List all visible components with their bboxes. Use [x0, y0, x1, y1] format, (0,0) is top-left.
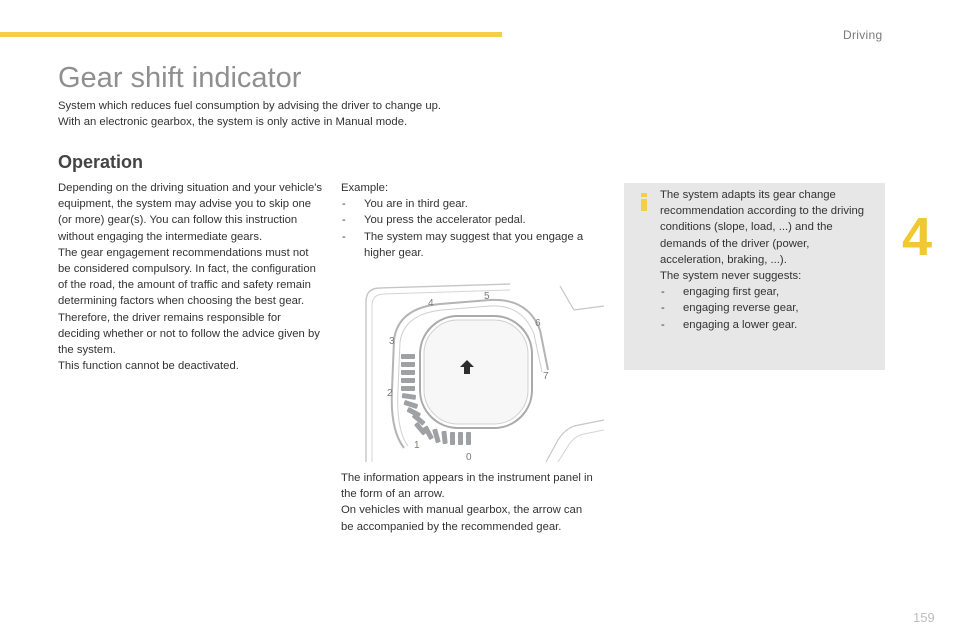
chapter-number: 4 — [902, 207, 933, 267]
operation-text — [58, 180, 324, 374]
example-list — [341, 196, 609, 261]
gauge-label: 6 — [535, 318, 541, 329]
panel-contour — [558, 430, 604, 462]
instrument-info-text — [341, 470, 593, 535]
note-paragraph: The system never suggests: — [660, 270, 802, 283]
operation-heading: Operation — [58, 152, 144, 172]
info-paragraph: The information appears in the instrument panel in the form of an arrow. — [341, 472, 593, 501]
operation-paragraph: Depending on the driving situation and your vehicle's equipment, the system may advise you to skip one (or more) gear(s). You can follow this instruction without engaging the intermediate gears. — [58, 182, 323, 243]
list-item: - You press the accelerator pedal. — [341, 212, 609, 228]
info-paragraph: On vehicles with manual gearbox, the arrow can be accompanied by the recommended gear. — [341, 504, 583, 533]
operation-paragraph: This function cannot be deactivated. — [58, 360, 239, 373]
header-accent-bar — [0, 32, 502, 37]
note-paragraph: The system adapts its gear change recommendation according to the driving conditions (slope, load, ...) and the demands of the driver (power, acceleration, braking, ...). — [660, 189, 865, 266]
gauge-label: 3 — [389, 336, 395, 347]
instrument-panel-illustration — [360, 280, 604, 464]
list-item: - engaging reverse gear, — [660, 300, 874, 316]
list-item: - engaging a lower gear. — [660, 317, 874, 333]
section-label: Driving — [843, 28, 883, 42]
inner-display — [424, 320, 528, 424]
intro-line: With an electronic gearbox, the system is only active in Manual mode. — [58, 116, 408, 128]
info-icon — [637, 193, 651, 211]
page-title: Gear shift indicator — [58, 62, 302, 94]
info-note-box — [624, 183, 885, 370]
panel-contour — [546, 420, 604, 462]
list-item: - The system may suggest that you engage a higher gear. — [341, 229, 609, 261]
gauge-label: 4 — [428, 298, 434, 309]
example-title: Example: — [341, 182, 389, 194]
gauge-label: 7 — [543, 371, 549, 382]
gauge-label: 1 — [414, 440, 420, 451]
note-text — [660, 187, 874, 333]
gauge-label: 5 — [484, 291, 490, 302]
panel-contour — [560, 286, 604, 310]
example-block — [341, 180, 609, 261]
list-item: - You are in third gear. — [341, 196, 609, 212]
operation-paragraph: The gear engagement recommendations must not be considered compulsory. In fact, the configuration of the road, the amount of traffic and safety remain determining factors when choosing the best gear. Therefore, the driver remains responsible for deciding whether or not to follow the advice given by the system. — [58, 246, 320, 357]
page-number: 159 — [913, 610, 935, 625]
gauge-label: 2 — [387, 388, 393, 399]
intro-line: System which reduces fuel consumption by advising the driver to change up. — [58, 100, 442, 112]
gauge-label: 0 — [466, 452, 472, 463]
intro-text — [58, 98, 518, 130]
list-item: - engaging first gear, — [660, 284, 874, 300]
note-list — [660, 284, 874, 333]
